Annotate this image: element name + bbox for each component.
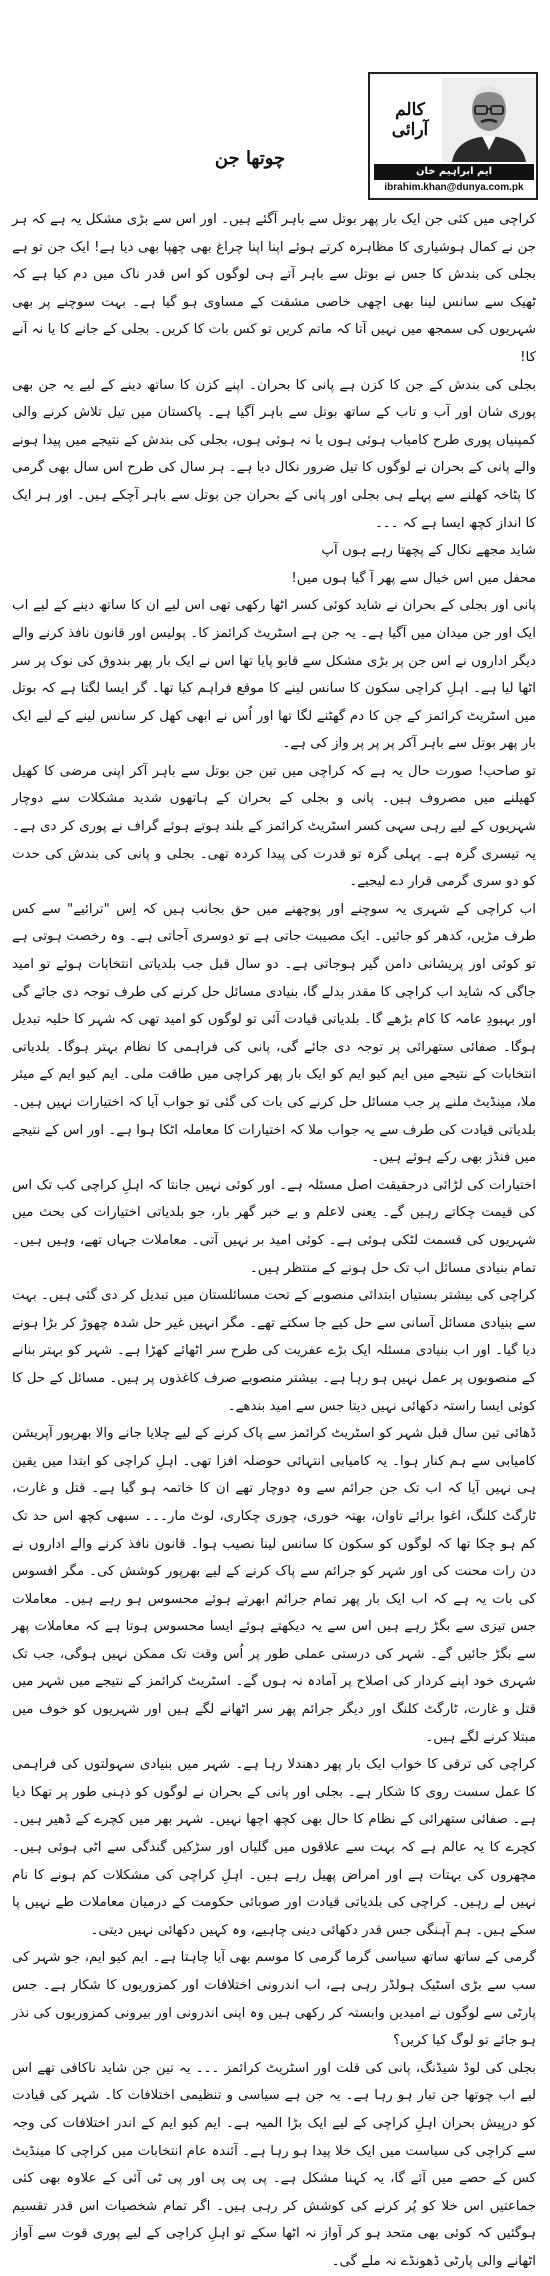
article-paragraph: گرمی کے ساتھ ساتھ سیاسی گرما گرمی کا موسم بھی آیا چاہتا ہے۔ ایم کیو ایم، جو شہر کی سب سے بڑی اسٹیک ہولڈر رہی ہے، اب اندرونی اختلافات اور کمزوریوں کا شکار ہے۔ جس پارٹی سے لوگوں نے امیدیں وابستہ کر رکھی ہیں وہ اپنی اندرونی اور بیرونی کمزوریوں کی نذر ہو جائے تو لوگ کیا کریں؟ — [12, 1950, 536, 2049]
article-paragraph: کراچی کی ترقی کا خواب ایک بار پھر دھندلا رہا ہے۔ شہر میں بنیادی سہولتوں کی فراہمی کا عمل سست روی کا شکار ہے۔ بجلی اور پانی کے بحران نے لوگوں کو ذہنی طور پر تھکا دیا ہے۔ صفائی ستھرائی کے نظام کا حال بھی کچھ اچھا نہیں۔ شہر بھر میں کچرے کے ڈھیر ہیں۔ کچرے کا یہ عالم ہے کہ بہت سے علاقوں میں گلیاں اور سڑکیں گندگی سے اٹی ہوئی ہیں۔ مچھروں کی بہتات ہے اور امراض پھیل رہے ہیں۔ اہلِ کراچی کی مشکلات کم ہونے کا نام نہیں لے رہیں۔ کراچی کی بلدیاتی قیادت اور صوبائی حکومت کے درمیان معاملات طے نہیں پا سکے ہیں۔ ہم آہنگی جس قدر دکھائی دینی چاہیے، وہ کہیں دکھائی نہیں دیتی۔ — [12, 1757, 536, 1938]
article-paragraph: کراچی میں کئی جن ایک بار پھر بوتل سے باہر آگئے ہیں۔ اور اس سے بڑی مشکل یہ ہے کہ ہر جن نے کمال ہوشیاری کا مظاہرہ کرتے ہوئے اپنا اپنا چراغ بھی چھپا بھی دیا ہے! ایک جن تو ہے بجلی کی بندش کا جس نے بوتل سے باہر آتے ہی لوگوں کو اس قدر ناک میں دم کیا ہے کہ ٹھیک سے سانس لینا بھی اچھی خاصی مشقت کے مساوی ہو گیا ہے۔ بہت سوچنے پر بھی شہریوں کی سمجھ میں نہیں آتا کہ ماتم کریں تو کس بات کا کریں۔ بجلی کے جانے کا یا نہ آنے کا! — [12, 212, 536, 365]
article-paragraph: اب کراچی کے شہری یہ سوچنے اور پوچھنے میں حق بجانب ہیں کہ اِس "ترائیے" سے کس طرف مڑیں، کدھر کو جائیں۔ ایک مصیبت جاتی ہے تو دوسری آجاتی ہے۔ وہ رخصت ہوتی ہے تو کوئی اور پریشانی دامن گیر ہوجاتی ہے۔ دو سال قبل جب بلدیاتی انتخابات ہوئے تو امید جاگی کہ شاید اب کراچی کا مقدر بدلے گا، بنیادی مسائل حل کرنے کی طرف توجہ دی جائے گی اور بہبودِ عامہ کا کام بڑھے گا۔ بلدیاتی قیادت آئی تو لوگوں کو امید تھی کہ شہر کا حلیہ تبدیل ہوگا۔ صفائی ستھرائی پر توجہ دی جائے گی، پانی کی فراہمی کا نظام بہتر ہوگا۔ بلدیاتی انتخابات کے نتیجے میں ایم کیو ایم کو ایک بار پھر کراچی میں طاقت ملی۔ ایم کیو ایم کے میئر ملا، مینڈیٹ ملنے پر جب مسائل حل کرنے کی بات کی گئی تو جواب آیا کہ اختیارات نہیں ہیں۔ بلدیاتی قیادت کی طرف سے یہ جواب ملا کہ اختیارات کا معاملہ اٹکا ہوا ہے۔ اور اس کے نتیجے میں فنڈز بھی رکے ہوئے ہیں۔ — [12, 901, 536, 1166]
author-photo — [442, 78, 536, 162]
author-portrait-icon — [442, 78, 536, 162]
verse-line: شاید مجھے نکال کے پچھتا رہے ہوں آپ — [321, 543, 536, 559]
article-paragraph: اختیارات کی لڑائی درحقیقت اصل مسئلہ ہے۔ اور کوئی نہیں جانتا کہ اہلِ کراچی کب تک اس کی قیمت چکاتے رہیں گے۔ یعنی لاعلم و بے خبر گھر بار، جو بلدیاتی اختیارات کی بحث میں شہریوں کی قسمت لٹکی ہوئی ہے۔ کوئی امید بر نہیں آتی۔ معاملات جہاں تھے، وہیں ہیں۔ تمام بنیادی مسائل اب تک حل ہونے کے منتظر ہیں۔ — [12, 1177, 536, 1276]
author-email: ibrahim.khan@dunya.com.pk — [384, 182, 524, 193]
column-header — [368, 72, 538, 200]
verse-line: محفل میں اس خیال سے پھر آ گیا ہوں میں! — [291, 570, 536, 586]
article-body — [12, 206, 536, 2276]
column-name: کالم آرائی — [391, 100, 429, 140]
article-paragraph: بجلی کی لوڈ شیڈنگ، پانی کی قلت اور اسٹریٹ کرائمز ۔۔۔ یہ تین جن شاید ناکافی تھے اس لیے اب چوتھا جن تیار ہو رہا ہے۔ یہ جن ہے سیاسی و تنظیمی اختلافات کا۔ شہر کی قیادت کو درپیش بحران اہلِ کراچی کے لیے ایک بڑا المیہ ہے۔ ایم کیو ایم کے اندر اختلافات کی وجہ سے کراچی کی سیاست میں ایک خلا پیدا ہو رہا ہے۔ آئندہ عام انتخابات میں کراچی کا مینڈیٹ کس کے حصے میں آئے گا، یہ کہنا مشکل ہے۔ پی پی پی اور پی ٹی آئی کے علاوہ بھی کئی جماعتیں اس خلا کو پُر کرنے کی کوشش کر رہی ہیں۔ اگر تمام شخصیات اس قدر تقسیم ہوگئیں کہ کوئی بھی متحد ہو کر آواز نہ اٹھا سکے تو اہلِ کراچی کے لیے پوری قوت سے آواز اٹھانے والی پارٹی ڈھونڈے نہ ملے گی۔ — [12, 2060, 536, 2269]
article-paragraph: ڈھائی تین سال قبل شہر کو اسٹریٹ کرائمز سے پاک کرنے کے لیے چلایا جانے والا بھرپور آپریشن کامیابی سے ہم کنار ہوا۔ یہ کامیابی انتہائی حوصلہ افزا تھی۔ اہلِ کراچی کو ابتدا میں یقین ہی نہیں آیا کہ اب تک جن جرائم سے وہ دوچار تھے ان کا خاتمہ ہو گیا ہے۔ قتل و غارت، ٹارگٹ کلنگ، اغوا برائے تاوان، بھتہ خوری، چوری چکاری، لوٹ مار۔۔۔ سبھی کچھ اس حد تک کم ہو چکا تھا کہ لوگوں کو سکون کا سانس لینا نصیب ہوا۔ قانون نافذ کرنے والے اداروں نے دن رات محنت کی اور شہر کو جرائم سے پاک کرنے کے لیے بھرپور کوشش کی۔ مگر افسوس کی بات یہ ہے کہ اب ایک بار پھر تمام جرائم ابھرتے ہوئے محسوس ہو رہے ہیں۔ معاملات جس تیزی سے بگڑ رہے ہیں اس سے یہ دیکھتے ہوئے ایسا محسوس ہوتا ہے کہ معاملات پھر سے بگڑ جائیں گے۔ شہر کی درستی عملی طور پر اُس وقت تک ممکن نہیں ہوگی، جب تک شہری خود اپنے کردار کی اصلاح پر آمادہ نہ ہوں گے۔ اسٹریٹ کرائمز کے نتیجے میں شہر میں قتل و غارت، ٹارگٹ کلنگ اور دیگر جرائم پھر سر اٹھانے لگے ہیں اور شہریوں کو خوف میں مبتلا کرنے لگے ہیں۔ — [12, 1426, 536, 1745]
article-paragraph: بجلی کی بندش کے جن کا کزن ہے پانی کا بحران۔ اپنے کزن کا ساتھ دینے کے لیے یہ جن بھی پوری شان اور آب و تاب کے ساتھ بوتل سے باہر آگیا ہے۔ پاکستان میں تیل تلاش کرنے والی کمپنیاں پوری طرح کامیاب ہوئی ہوں یا نہ ہوئی ہوں، بجلی کی بندش کے نتیجے میں پیدا ہونے والے پانی کے بحران نے لوگوں کا تیل ضرور نکال دیا ہے۔ ہر سال کی طرح اس سال بھی گرمی کا پٹاخہ کھلنے سے پہلے ہی بجلی اور پانی کے بحران جن بوتل سے باہر آچکے ہیں۔ اور ہر ایک کا انداز کچھ ایسا ہے کہ ۔۔۔ — [12, 377, 536, 531]
article-paragraph: کراچی کی بیشتر بستیاں ابتدائی منصوبے کے تحت مسائلستان میں تبدیل کر دی گئی ہیں۔ بہت سے بنیادی مسائل آسانی سے حل کیے جا سکتے تھے۔ مگر انہیں غیر حل شدہ چھوڑ کر بڑا ہونے دیا گیا۔ اور اب بنیادی مسئلہ ایک بڑے عفریت کی طرح سر اٹھائے کھڑا ہے۔ شہر کو بہتر بنانے کے منصوبوں پر عمل نہیں ہو رہا ہے۔ بیشتر منصوبے صرف کاغذوں پر ہیں۔ مسائل کے حل کا کوئی ایسا راستہ دکھائی نہیں دیتا جس سے امید بندھے۔ — [12, 1288, 536, 1414]
article-title: چوتھا جن — [214, 148, 286, 169]
author-name: ایم ابراہیم خان — [374, 164, 534, 180]
article-paragraph: پانی اور بجلی کے بحران نے شاید کوئی کسر اٹھا رکھی تھی اس لیے ان کا ساتھ دینے کے لیے اب ایک اور جن میدان میں آگیا ہے۔ یہ جن ہے اسٹریٹ کرائمز کا۔ پولیس اور قانون نافذ کرنے والے دیگر اداروں نے اس جن پر بڑی مشکل سے قابو پایا تھا اس نے ایک بار پھر بندوق کی نوک پر سر اٹھا لیا ہے۔ اہلِ کراچی سکون کا سانس لینے کا موقع فراہم کیا تھا۔ گر ایسا لگتا ہے کہ بوتل میں اسٹریٹ کرائمز کے جن کا دم گھٹنے لگا تھا اور اُس نے ابھی کھل کر سانس لینے کے لیے ایک بار پھر بوتل سے باہر آکر پر پر پر واز کی ہے۔ — [12, 598, 536, 752]
article-paragraph: تو صاحب! صورت حال یہ ہے کہ کراچی میں تین جن بوتل سے باہر آکر اپنی مرضی کا کھیل کھیلنے میں مصروف ہیں۔ پانی و بجلی کے بحران کے ہاتھوں شدید مشکلات سے دوچار شہریوں کے لیے رہی سہی کسر اسٹریٹ کرائمز کے بلند ہوتے ہوئے گراف نے پوری کر دی ہے۔ یہ تیسری گرہ ہے۔ پہلی گرہ تو قدرت کی پیدا کردہ تھی۔ بجلی و پانی کی بندش کی حدت کو دو سری گرمی قرار دے لیجیے۔ — [12, 763, 536, 890]
